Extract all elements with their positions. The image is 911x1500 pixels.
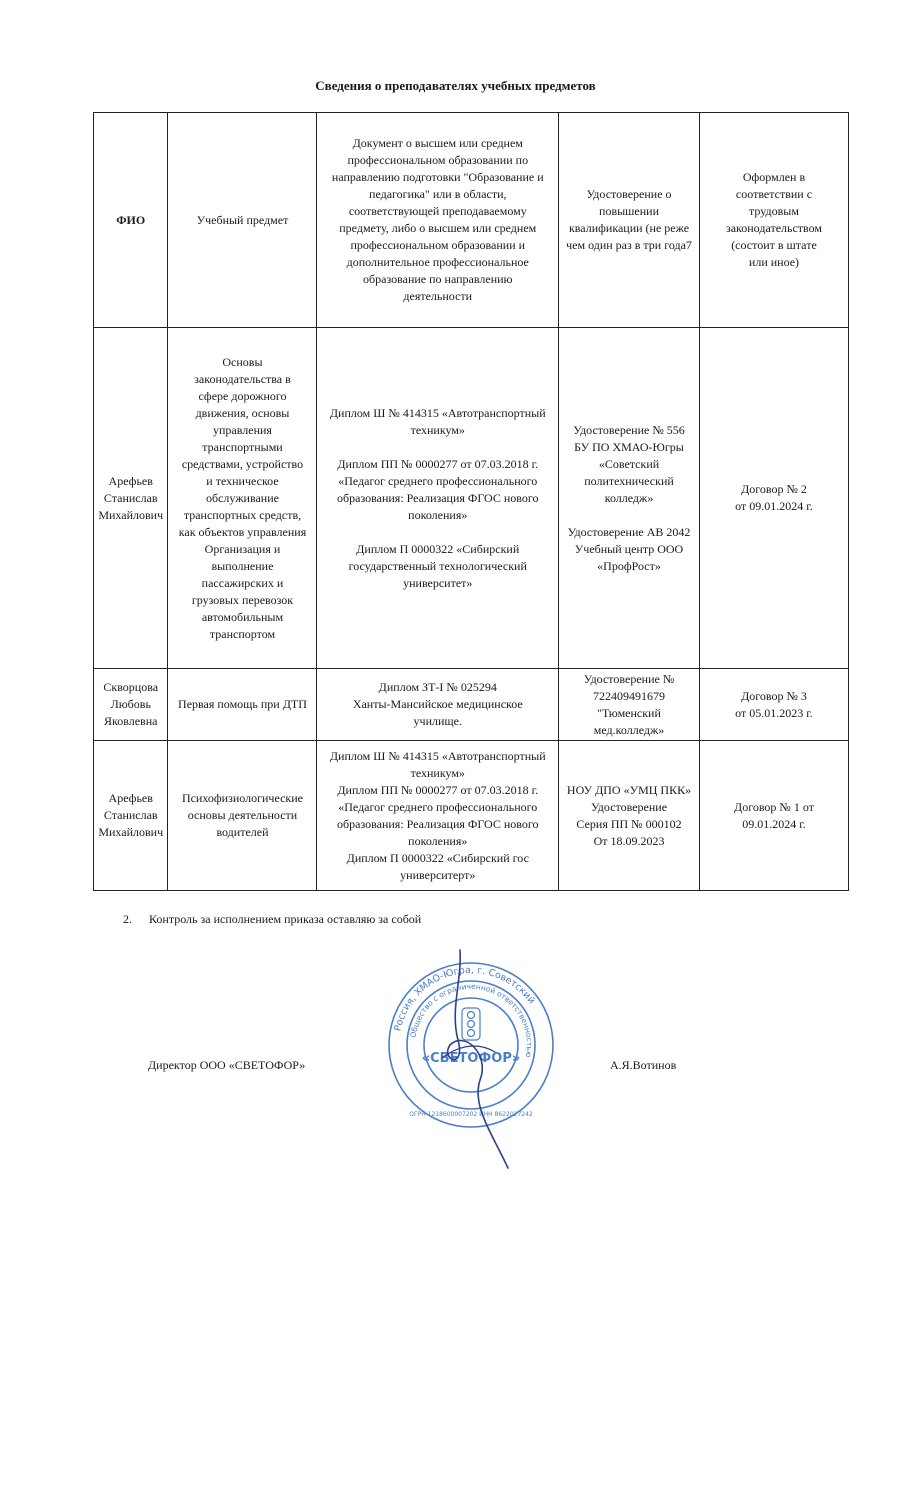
cell-line: Михайлович	[98, 825, 164, 839]
cell-line: Диплом Ш № 414315 «Автотранспортный	[329, 748, 546, 763]
cell-line: Скворцова	[103, 680, 159, 694]
cell-line: соответствии с	[735, 187, 813, 201]
cell-education	[317, 741, 559, 891]
cell-line: пассажирских и	[201, 575, 284, 590]
cell-line: Договор № 3	[741, 688, 807, 703]
cell-line: Основы	[222, 354, 263, 369]
stamp-bottom-text: ОГРН 1218600007202 ИНН 8622027242	[409, 1111, 533, 1118]
stamp-center-text: «СВЕТОФОР»	[421, 1051, 521, 1066]
cell-line: университет»	[403, 575, 473, 590]
table-header-row	[94, 113, 849, 328]
cell-line: училище.	[413, 714, 462, 728]
control-paragraph	[123, 912, 421, 927]
cell-line: основы деятельности	[187, 808, 298, 822]
cell-fio	[94, 669, 168, 741]
stamp-outer-text: Россия, ХМАО-Югра, г. Советский	[392, 964, 537, 1033]
cell-line: Диплом ПП № 0000277 от 07.03.2018 г.	[337, 782, 539, 797]
cell-line: профессиональном образовании и	[350, 238, 526, 252]
cell-line: предмету, либо о высшем или среднем	[339, 221, 537, 235]
cell-line: БУ ПО ХМАО-Югры	[574, 439, 684, 454]
cell-line: от 09.01.2024 г.	[735, 499, 813, 513]
cell-line: Диплом ПП № 0000277 от 07.03.2018 г.	[337, 456, 539, 471]
cell-line: законодательства в	[194, 371, 291, 386]
cell-line: 722409491679	[593, 688, 666, 703]
cell-line: грузовых перевозок	[191, 592, 294, 607]
cell-line: Диплом ЗТ-I № 025294	[378, 680, 497, 694]
cell-line: Организация и	[204, 541, 281, 556]
cell-line	[318, 439, 557, 456]
handwritten-signature	[420, 940, 550, 1180]
cell-line: транспортными	[202, 439, 283, 454]
cell-line: колледж»	[604, 490, 654, 505]
cell-line: поколения»	[408, 833, 468, 848]
cell-line: "Тюменский	[597, 705, 661, 720]
cell-line: повышении	[599, 204, 660, 218]
cell-line: Диплом П 0000322 «Сибирский гос	[346, 850, 529, 865]
cell-line: Любовь	[110, 697, 151, 711]
cell-employment	[699, 328, 848, 669]
cell-line: трудовым	[749, 204, 799, 218]
cell-line: мед.колледж»	[593, 722, 665, 737]
cell-line: Ханты-Мансийское медицинское	[352, 697, 523, 711]
cell-line: «Педагог среднего профессионального	[338, 799, 538, 814]
cell-line: От 18.09.2023	[593, 833, 665, 848]
cell-line: образование по направлению	[363, 272, 513, 286]
cell-line: НОУ ДПО «УМЦ ПКК»	[566, 782, 692, 797]
teachers-table	[93, 112, 849, 891]
cell-line: Договор № 1 от	[734, 799, 814, 814]
cell-line: чем один раз в три года7	[566, 238, 692, 252]
header-education	[317, 113, 559, 328]
cell-line	[318, 524, 557, 541]
cell-line: законодательством	[725, 221, 823, 235]
stamp-inner-text: Общество с ограниченной ответственностью	[408, 981, 535, 1059]
paragraph-text: Контроль за исполнением приказа оставляю за собой	[149, 912, 422, 926]
cell-line: Оформлен в	[742, 170, 806, 184]
cell-line: «ПрофРост»	[597, 558, 661, 573]
cell-line: Яковлевна	[104, 714, 158, 728]
cell-certificate	[559, 669, 700, 741]
cell-line: государственный технологический	[348, 558, 527, 573]
cell-line: Удостоверение АВ 2042	[567, 524, 691, 539]
cell-line: Удостоверение о	[586, 187, 672, 201]
cell-line: Михайлович	[98, 507, 164, 522]
cell-line: Удостоверение №	[583, 671, 675, 686]
cell-fio	[94, 328, 168, 669]
cell-line: профессиональном образовании по	[347, 153, 529, 167]
cell-line: Документ о высшем или среднем	[352, 136, 523, 150]
cell-fio	[94, 741, 168, 891]
cell-line: «Педагог среднего профессионального	[338, 473, 538, 488]
cell-subject	[168, 669, 317, 741]
table-row	[94, 328, 849, 669]
paragraph-number: 2.	[123, 912, 132, 926]
cell-line: выполнение	[211, 558, 274, 573]
cell-line: соответствующей преподаваемому	[348, 204, 527, 218]
header-employment	[699, 113, 848, 328]
cell-line: деятельности	[403, 289, 473, 303]
cell-line: образования: Реализация ФГОС нового	[337, 816, 539, 831]
cell-line: поколения»	[408, 507, 468, 522]
cell-line: университерт»	[400, 867, 476, 882]
cell-line: от 05.01.2023 г.	[735, 705, 813, 720]
cell-line: Психофизиологические	[181, 791, 303, 805]
cell-line: Диплом П 0000322 «Сибирский	[356, 541, 520, 556]
cell-line: Арефьев	[108, 473, 153, 488]
cell-line: сфере дорожного	[198, 388, 287, 403]
cell-education	[317, 328, 559, 669]
cell-line: «Советский	[598, 456, 660, 471]
document-title: Сведения о преподавателях учебных предметов	[315, 78, 596, 93]
table-row	[94, 669, 849, 741]
cell-line: Серия ПП № 000102	[576, 816, 682, 831]
cell-line: Станислав	[103, 808, 158, 822]
cell-line: квалификации (не реже	[568, 221, 690, 235]
header-certificate	[559, 113, 700, 328]
director-position: Директор ООО «СВЕТОФОР»	[148, 1058, 306, 1072]
cell-line: Удостоверение № 556	[573, 422, 685, 437]
cell-line: Первая помощь при ДТП	[178, 697, 307, 711]
cell-line: техникум»	[410, 422, 465, 437]
cell-subject	[168, 328, 317, 669]
cell-line: (состоит в штате	[731, 238, 817, 252]
cell-line: Станислав	[103, 490, 158, 505]
header-subject: Учебный предмет	[168, 113, 317, 328]
cell-line: Договор № 2	[741, 482, 807, 496]
cell-line: или иное)	[748, 255, 800, 269]
cell-certificate	[559, 328, 700, 669]
cell-line: водителей	[216, 825, 269, 839]
cell-education	[317, 669, 559, 741]
cell-employment	[699, 741, 848, 891]
cell-subject	[168, 741, 317, 891]
cell-line: обслуживание	[205, 490, 279, 505]
cell-line: Удостоверение	[590, 799, 668, 814]
cell-line: средствами, устройство	[181, 456, 304, 471]
cell-line: политехнический	[584, 473, 674, 488]
cell-line: транспортом	[209, 626, 276, 641]
cell-line: Арефьев	[108, 791, 153, 805]
cell-certificate	[559, 741, 700, 891]
cell-line: дополнительное профессиональное	[346, 255, 529, 269]
cell-line: автомобильным	[201, 609, 284, 624]
cell-employment	[699, 669, 848, 741]
cell-line: и техническое	[206, 473, 279, 488]
cell-line: педагогика" или в области,	[369, 187, 507, 201]
cell-line: 09.01.2024 г.	[742, 816, 806, 831]
cell-line: Диплом Ш № 414315 «Автотранспортный	[329, 405, 546, 420]
cell-line: как объектов управления	[178, 524, 307, 539]
cell-line: Учебный центр ООО	[574, 541, 684, 556]
cell-line: направлению подготовки "Образование и	[331, 170, 544, 184]
cell-line: транспортных средств,	[183, 507, 302, 522]
cell-line: управления	[213, 422, 272, 437]
cell-line: техникум»	[410, 765, 465, 780]
table-row	[94, 741, 849, 891]
header-fio: ФИО	[94, 113, 168, 328]
cell-line	[560, 507, 698, 524]
cell-line: образования: Реализация ФГОС нового	[337, 490, 539, 505]
director-name: А.Я.Вотинов	[610, 1058, 677, 1072]
cell-line: движения, основы	[195, 405, 290, 420]
